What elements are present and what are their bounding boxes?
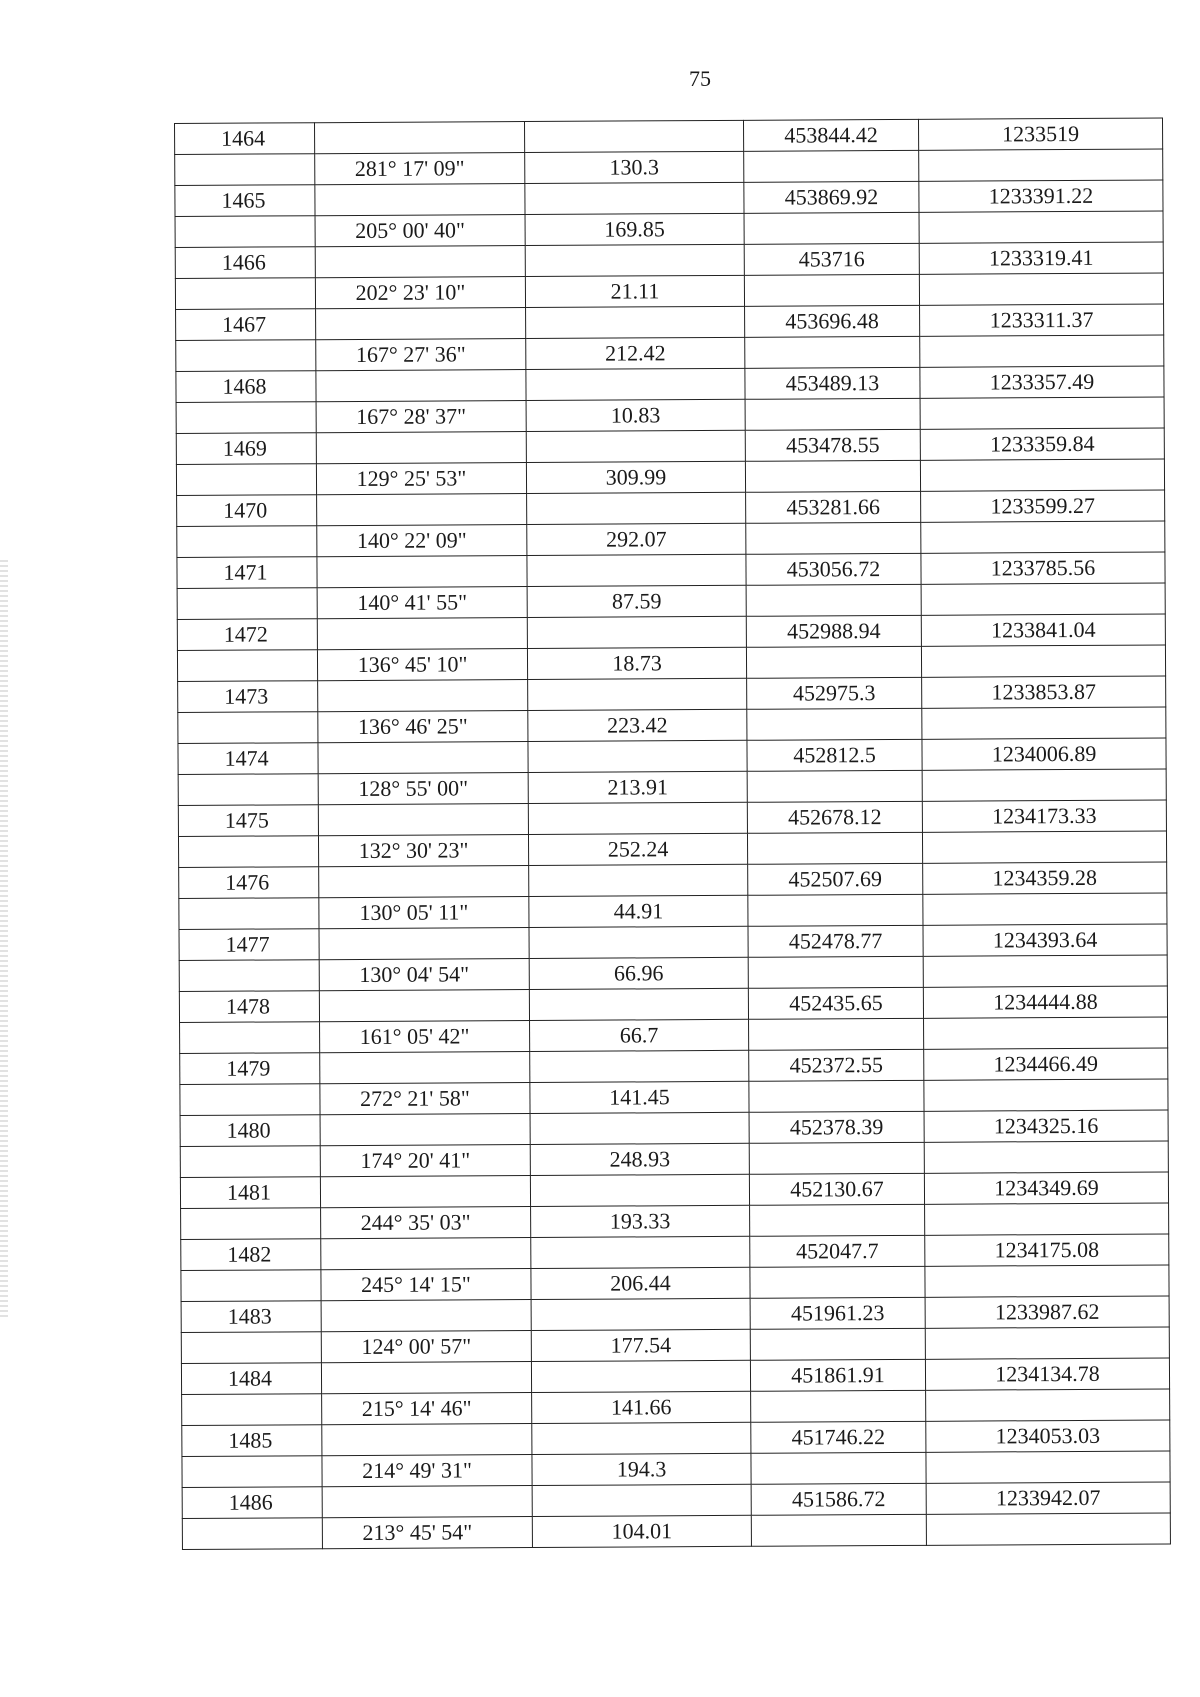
x-coordinate-cell: 452812.5: [747, 739, 922, 771]
empty-cell: [180, 1084, 320, 1116]
empty-cell: [180, 1022, 320, 1054]
y-coordinate-cell: 1233841.04: [921, 614, 1165, 646]
point-row: [181, 1234, 1169, 1271]
empty-cell: [922, 707, 1166, 739]
empty-cell: [745, 460, 920, 492]
distance-cell: 309.99: [526, 461, 745, 493]
empty-cell: [528, 740, 747, 772]
distance-cell: 10.83: [526, 399, 745, 431]
distance-cell: 141.45: [530, 1081, 749, 1113]
x-coordinate-cell: 453716: [744, 243, 919, 275]
y-coordinate-cell: 1234006.89: [922, 738, 1166, 770]
empty-cell: [924, 1017, 1168, 1049]
x-coordinate-cell: 453696.48: [745, 305, 920, 337]
point-row: [182, 1482, 1170, 1519]
bearing-cell: 136° 46' 25": [318, 711, 528, 743]
y-coordinate-cell: 1234444.88: [923, 986, 1167, 1018]
y-coordinate-cell: 1234349.69: [924, 1172, 1168, 1204]
distance-cell: 66.7: [530, 1019, 749, 1051]
y-coordinate-cell: 1234359.28: [923, 862, 1167, 894]
x-coordinate-cell: 453478.55: [745, 429, 920, 461]
point-row: [177, 552, 1165, 589]
empty-cell: [744, 150, 919, 182]
bearing-cell: 202° 23' 10": [315, 277, 525, 309]
empty-cell: [176, 340, 316, 372]
empty-cell: [320, 1052, 530, 1084]
empty-cell: [919, 273, 1163, 305]
x-coordinate-cell: 451861.91: [750, 1359, 925, 1391]
empty-cell: [322, 1424, 532, 1456]
x-coordinate-cell: 452047.7: [750, 1235, 925, 1267]
empty-cell: [317, 618, 527, 650]
y-coordinate-cell: 1233311.37: [920, 304, 1164, 336]
bearing-cell: 140° 41' 55": [317, 587, 527, 619]
empty-cell: [926, 1451, 1170, 1483]
empty-cell: [527, 492, 746, 524]
empty-cell: [315, 122, 525, 154]
x-coordinate-cell: 452507.69: [748, 863, 923, 895]
distance-cell: 21.11: [525, 275, 744, 307]
point-row: [179, 986, 1167, 1023]
point-row: [179, 924, 1167, 961]
empty-cell: [923, 893, 1167, 925]
point-id-cell: 1484: [181, 1363, 321, 1395]
empty-cell: [175, 154, 315, 186]
point-row: [176, 366, 1164, 403]
point-id-cell: 1466: [175, 247, 315, 279]
empty-cell: [526, 306, 745, 338]
point-id-cell: 1482: [181, 1239, 321, 1271]
empty-cell: [529, 988, 748, 1020]
empty-cell: [745, 398, 920, 430]
empty-cell: [180, 1146, 320, 1178]
point-row: [175, 242, 1163, 279]
empty-cell: [747, 708, 922, 740]
scan-edge-artifact: [0, 560, 8, 1320]
bearing-cell: 136° 45' 10": [317, 649, 527, 681]
empty-cell: [176, 464, 316, 496]
y-coordinate-cell: 1233942.07: [926, 1482, 1170, 1514]
y-coordinate-cell: 1233853.87: [922, 676, 1166, 708]
distance-cell: 213.91: [528, 771, 747, 803]
point-row: [178, 800, 1166, 837]
empty-cell: [526, 430, 745, 462]
empty-cell: [526, 368, 745, 400]
y-coordinate-cell: 1233519: [918, 118, 1162, 150]
empty-cell: [924, 1141, 1168, 1173]
x-coordinate-cell: 452478.77: [748, 925, 923, 957]
empty-cell: [530, 1050, 749, 1082]
x-coordinate-cell: 452988.94: [746, 615, 921, 647]
empty-cell: [525, 244, 744, 276]
x-coordinate-cell: 453489.13: [745, 367, 920, 399]
empty-cell: [746, 646, 921, 678]
x-coordinate-cell: 452435.65: [748, 987, 923, 1019]
bearing-cell: 174° 20' 41": [320, 1145, 530, 1177]
x-coordinate-cell: 452678.12: [747, 801, 922, 833]
empty-cell: [177, 588, 317, 620]
empty-cell: [531, 1236, 750, 1268]
empty-cell: [528, 678, 747, 710]
x-coordinate-cell: 453844.42: [743, 119, 918, 151]
empty-cell: [181, 1332, 321, 1364]
point-row: [179, 862, 1167, 899]
empty-cell: [748, 956, 923, 988]
empty-cell: [178, 712, 318, 744]
empty-cell: [175, 216, 315, 248]
page-number: 75: [689, 66, 711, 91]
empty-cell: [320, 1114, 530, 1146]
empty-cell: [524, 120, 743, 152]
distance-cell: 130.3: [525, 151, 744, 183]
distance-cell: 169.85: [525, 213, 744, 245]
empty-cell: [175, 278, 315, 310]
y-coordinate-cell: 1234393.64: [923, 924, 1167, 956]
empty-cell: [922, 769, 1166, 801]
point-row: [178, 676, 1166, 713]
x-coordinate-cell: 453056.72: [746, 553, 921, 585]
empty-cell: [919, 211, 1163, 243]
empty-cell: [750, 1266, 925, 1298]
distance-cell: 104.01: [532, 1515, 751, 1547]
empty-cell: [319, 866, 529, 898]
empty-cell: [925, 1265, 1169, 1297]
empty-cell: [529, 864, 748, 896]
x-coordinate-cell: 451961.23: [750, 1297, 925, 1329]
empty-cell: [744, 274, 919, 306]
bearing-cell: 130° 04' 54": [319, 959, 529, 991]
empty-cell: [179, 960, 319, 992]
bearing-cell: 124° 00' 57": [321, 1331, 531, 1363]
distance-cell: 44.91: [529, 895, 748, 927]
point-id-cell: 1472: [177, 619, 317, 651]
empty-cell: [750, 1328, 925, 1360]
empty-cell: [527, 554, 746, 586]
empty-cell: [919, 149, 1163, 181]
x-coordinate-cell: 451586.72: [751, 1483, 926, 1515]
point-id-cell: 1469: [176, 433, 316, 465]
empty-cell: [177, 650, 317, 682]
empty-cell: [532, 1422, 751, 1454]
point-id-cell: 1465: [175, 185, 315, 217]
empty-cell: [531, 1298, 750, 1330]
y-coordinate-cell: 1233319.41: [919, 242, 1163, 274]
point-row: [175, 118, 1163, 155]
x-coordinate-cell: 453281.66: [746, 491, 921, 523]
empty-cell: [528, 802, 747, 834]
bearing-cell: 245° 14' 15": [321, 1269, 531, 1301]
y-coordinate-cell: 1233391.22: [919, 180, 1163, 212]
point-id-cell: 1464: [175, 123, 315, 155]
empty-cell: [751, 1390, 926, 1422]
empty-cell: [179, 898, 319, 930]
point-row: [180, 1172, 1168, 1209]
empty-cell: [322, 1486, 532, 1518]
empty-cell: [316, 432, 526, 464]
empty-cell: [176, 402, 316, 434]
bearing-cell: 214° 49' 31": [322, 1455, 532, 1487]
empty-cell: [749, 1018, 924, 1050]
empty-cell: [921, 583, 1165, 615]
empty-cell: [319, 928, 529, 960]
empty-cell: [748, 894, 923, 926]
point-id-cell: 1474: [178, 743, 318, 775]
bearing-cell: 244° 35' 03": [321, 1207, 531, 1239]
empty-cell: [922, 831, 1166, 863]
point-row: [176, 304, 1164, 341]
bearing-cell: 167° 27' 36": [316, 339, 526, 371]
empty-cell: [321, 1362, 531, 1394]
y-coordinate-cell: 1233599.27: [921, 490, 1165, 522]
empty-cell: [923, 955, 1167, 987]
distance-cell: 194.3: [532, 1453, 751, 1485]
bearing-cell: 128° 55' 00": [318, 773, 528, 805]
point-id-cell: 1470: [177, 495, 317, 527]
bearing-cell: 167° 28' 37": [316, 401, 526, 433]
x-coordinate-cell: 452130.67: [749, 1173, 924, 1205]
point-id-cell: 1475: [178, 805, 318, 837]
empty-cell: [925, 1327, 1169, 1359]
x-coordinate-cell: 451746.22: [751, 1421, 926, 1453]
distance-cell: 223.42: [528, 709, 747, 741]
empty-cell: [317, 494, 527, 526]
empty-cell: [527, 616, 746, 648]
empty-cell: [530, 1174, 749, 1206]
bearing-cell: 272° 21' 58": [320, 1083, 530, 1115]
empty-cell: [926, 1389, 1170, 1421]
point-row: [180, 1110, 1168, 1147]
distance-cell: 177.54: [531, 1329, 750, 1361]
empty-cell: [318, 680, 528, 712]
point-row: [180, 1048, 1168, 1085]
distance-cell: 87.59: [527, 585, 746, 617]
point-id-cell: 1483: [181, 1301, 321, 1333]
point-row: [177, 490, 1165, 527]
empty-cell: [531, 1360, 750, 1392]
bearing-cell: 213° 45' 54": [322, 1517, 532, 1549]
bearing-cell: 132° 30' 23": [318, 835, 528, 867]
empty-cell: [177, 526, 317, 558]
y-coordinate-cell: 1233785.56: [921, 552, 1165, 584]
empty-cell: [921, 521, 1165, 553]
point-id-cell: 1481: [180, 1177, 320, 1209]
point-id-cell: 1479: [180, 1053, 320, 1085]
x-coordinate-cell: 452975.3: [747, 677, 922, 709]
empty-cell: [182, 1456, 322, 1488]
bearing-cell: 130° 05' 11": [319, 897, 529, 929]
empty-cell: [318, 804, 528, 836]
empty-cell: [744, 212, 919, 244]
distance-cell: 292.07: [527, 523, 746, 555]
y-coordinate-cell: 1234175.08: [925, 1234, 1169, 1266]
point-id-cell: 1467: [176, 309, 316, 341]
empty-cell: [315, 184, 525, 216]
empty-cell: [530, 1112, 749, 1144]
empty-cell: [321, 1300, 531, 1332]
coordinate-table-body: [175, 118, 1171, 1549]
distance-cell: 18.73: [527, 647, 746, 679]
distance-cell: 141.66: [532, 1391, 751, 1423]
empty-cell: [181, 1208, 321, 1240]
empty-cell: [924, 1079, 1168, 1111]
empty-cell: [920, 397, 1164, 429]
point-id-cell: 1480: [180, 1115, 320, 1147]
bearing-cell: 281° 17' 09": [315, 153, 525, 185]
empty-cell: [318, 742, 528, 774]
distance-cell: 193.33: [531, 1205, 750, 1237]
distance-cell: 248.93: [530, 1143, 749, 1175]
distance-cell: 206.44: [531, 1267, 750, 1299]
point-id-cell: 1477: [179, 929, 319, 961]
empty-cell: [746, 584, 921, 616]
empty-cell: [178, 774, 318, 806]
bearing-cell: 215° 14' 46": [322, 1393, 532, 1425]
empty-cell: [749, 1080, 924, 1112]
empty-cell: [746, 522, 921, 554]
point-row: [181, 1296, 1169, 1333]
point-row: [176, 428, 1164, 465]
point-id-cell: 1476: [179, 867, 319, 899]
empty-cell: [529, 926, 748, 958]
y-coordinate-cell: 1233357.49: [920, 366, 1164, 398]
empty-cell: [316, 370, 526, 402]
point-row: [178, 738, 1166, 775]
empty-cell: [178, 836, 318, 868]
empty-cell: [745, 336, 920, 368]
empty-cell: [182, 1518, 322, 1550]
point-row: [175, 180, 1163, 217]
empty-cell: [747, 770, 922, 802]
y-coordinate-cell: 1234053.03: [926, 1420, 1170, 1452]
empty-cell: [925, 1203, 1169, 1235]
bearing-cell: 205° 00' 40": [315, 215, 525, 247]
bearing-cell: 161° 05' 42": [320, 1021, 530, 1053]
point-id-cell: 1485: [182, 1425, 322, 1457]
empty-cell: [751, 1452, 926, 1484]
empty-cell: [317, 556, 527, 588]
empty-cell: [319, 990, 529, 1022]
x-coordinate-cell: 452378.39: [749, 1111, 924, 1143]
empty-cell: [920, 335, 1164, 367]
y-coordinate-cell: 1234173.33: [922, 800, 1166, 832]
empty-cell: [181, 1270, 321, 1302]
empty-cell: [750, 1204, 925, 1236]
distance-cell: 252.24: [528, 833, 747, 865]
empty-cell: [316, 308, 526, 340]
point-id-cell: 1473: [178, 681, 318, 713]
bearing-cell: 129° 25' 53": [316, 463, 526, 495]
y-coordinate-cell: 1234134.78: [925, 1358, 1169, 1390]
point-row: [177, 614, 1165, 651]
empty-cell: [920, 459, 1164, 491]
y-coordinate-cell: 1234325.16: [924, 1110, 1168, 1142]
point-row: [182, 1420, 1170, 1457]
leg-row: [182, 1513, 1170, 1550]
y-coordinate-cell: 1233987.62: [925, 1296, 1169, 1328]
point-id-cell: 1471: [177, 557, 317, 589]
empty-cell: [525, 182, 744, 214]
x-coordinate-cell: 452372.55: [749, 1049, 924, 1081]
bearing-cell: 140° 22' 09": [317, 525, 527, 557]
coordinate-table: [174, 117, 1171, 1550]
empty-cell: [747, 832, 922, 864]
empty-cell: [921, 645, 1165, 677]
empty-cell: [315, 246, 525, 278]
x-coordinate-cell: 453869.92: [744, 181, 919, 213]
empty-cell: [749, 1142, 924, 1174]
empty-cell: [532, 1484, 751, 1516]
empty-cell: [926, 1513, 1170, 1545]
point-id-cell: 1468: [176, 371, 316, 403]
empty-cell: [320, 1176, 530, 1208]
y-coordinate-cell: 1234466.49: [924, 1048, 1168, 1080]
empty-cell: [321, 1238, 531, 1270]
empty-cell: [182, 1394, 322, 1426]
point-id-cell: 1486: [182, 1487, 322, 1519]
empty-cell: [751, 1514, 926, 1546]
point-id-cell: 1478: [179, 991, 319, 1023]
distance-cell: 66.96: [529, 957, 748, 989]
distance-cell: 212.42: [526, 337, 745, 369]
y-coordinate-cell: 1233359.84: [920, 428, 1164, 460]
point-row: [181, 1358, 1169, 1395]
